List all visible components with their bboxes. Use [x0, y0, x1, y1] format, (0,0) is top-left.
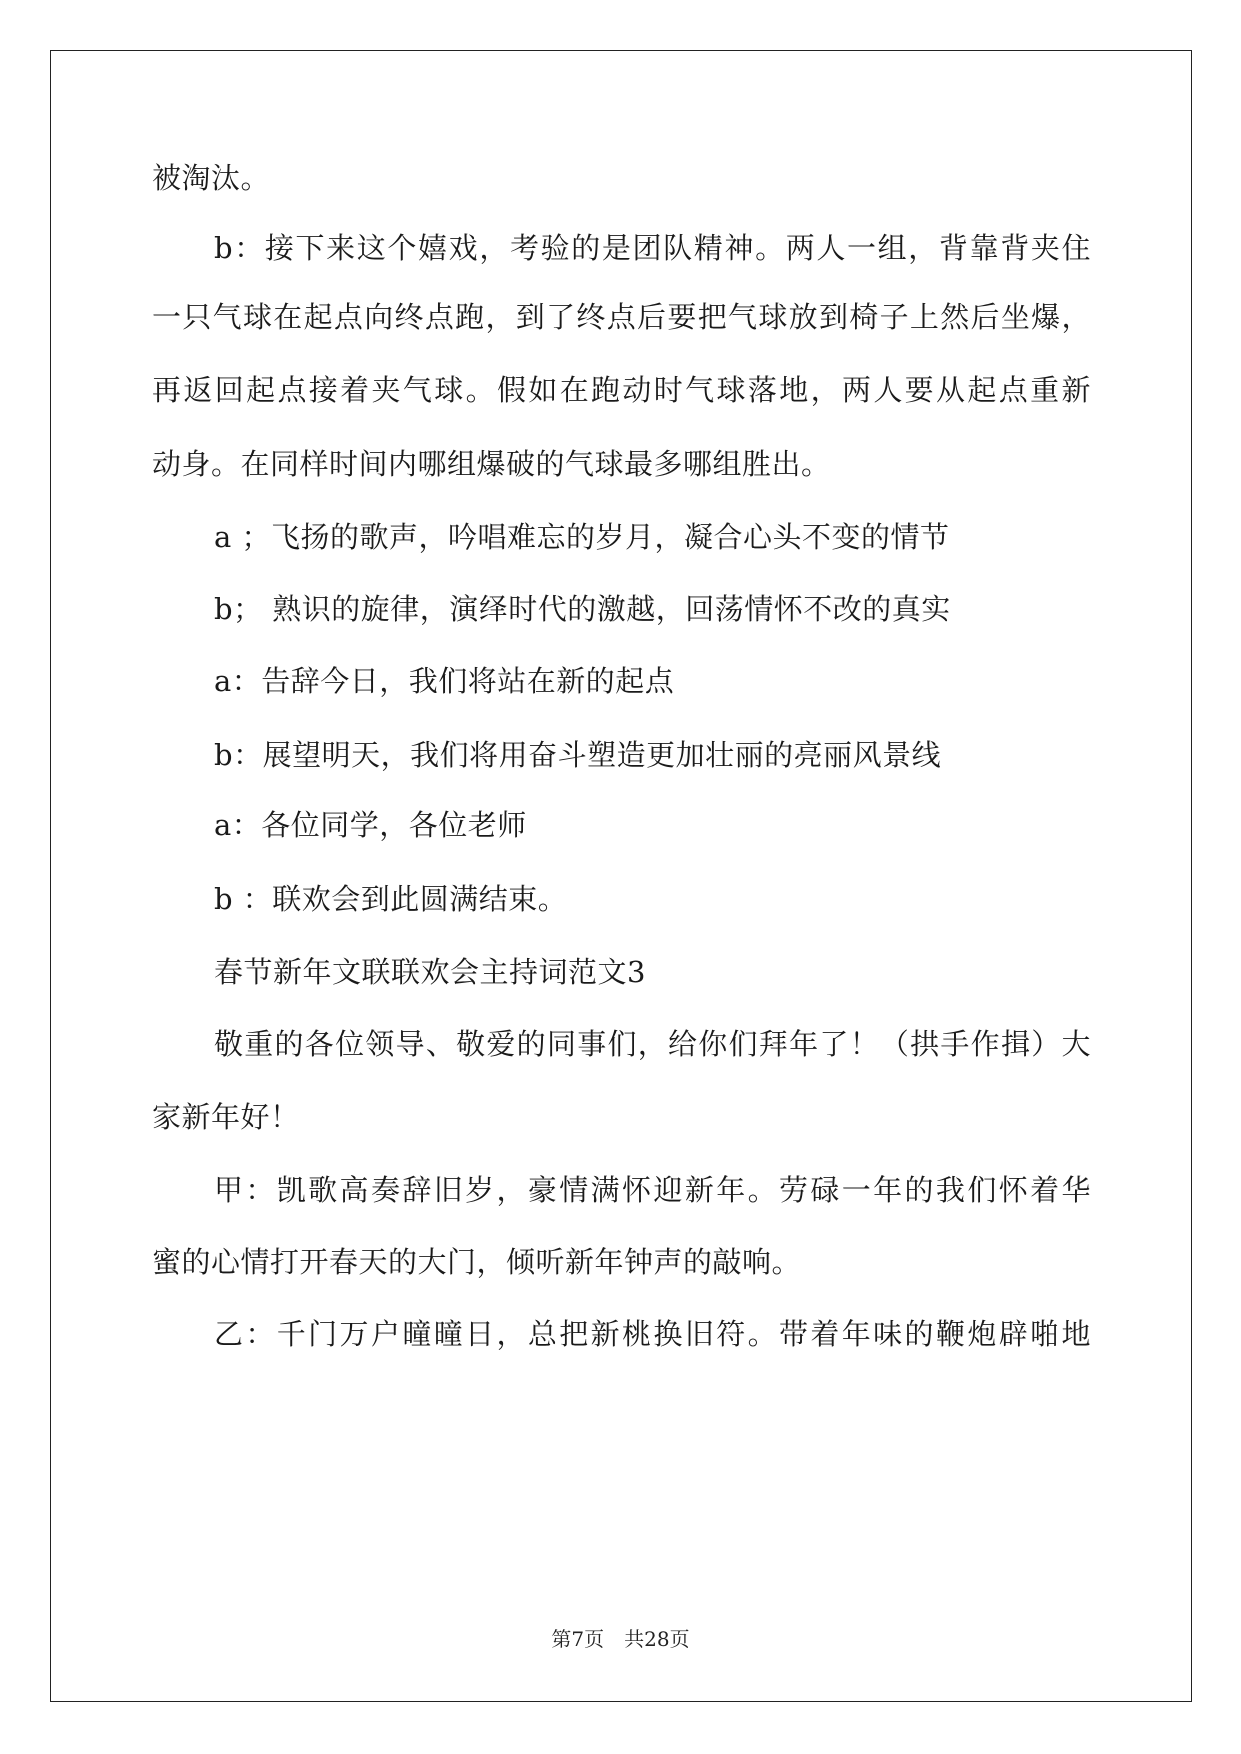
- section-heading: 春节新年文联联欢会主持词范文3: [214, 955, 646, 989]
- text-line: b； 熟识的旋律，演绎时代的激越，回荡情怀不改的真实: [214, 592, 951, 626]
- text-line: b：接下来这个嬉戏，考验的是团队精神。两人一组，背靠背夹住: [214, 231, 1091, 265]
- text-line: b：展望明天，我们将用奋斗塑造更加壮丽的亮丽风景线: [214, 738, 942, 772]
- text-line: a ；飞扬的歌声，吟唱难忘的岁月，凝合心头不变的情节: [214, 520, 950, 554]
- text-line: b ：联欢会到此圆满结束。: [214, 882, 568, 916]
- page-number: 第7页 共28页: [551, 1627, 690, 1651]
- text-line: 家新年好！: [152, 1100, 300, 1134]
- text-line: 被淘汰。: [152, 161, 271, 195]
- text-line: 再返回起点接着夹气球。假如在跑动时气球落地，两人要从起点重新: [152, 373, 1091, 407]
- text-line: 甲：凯歌高奏辞旧岁，豪情满怀迎新年。劳碌一年的我们怀着华: [214, 1173, 1091, 1207]
- text-line: 敬重的各位领导、敬爱的同事们，给你们拜年了！（拱手作揖）大: [214, 1027, 1091, 1061]
- text-line: 蜜的心情打开春天的大门，倾听新年钟声的敲响。: [152, 1245, 802, 1279]
- text-line: a：告辞今日，我们将站在新的起点: [214, 664, 675, 698]
- text-line: a：各位同学，各位老师: [214, 808, 527, 842]
- text-line: 乙：千门万户曈曈日，总把新桃换旧符。带着年味的鞭炮辟啪地: [214, 1317, 1091, 1351]
- text-line: 一只气球在起点向终点跑，到了终点后要把气球放到椅子上然后坐爆，: [152, 300, 1091, 334]
- text-line: 动身。在同样时间内哪组爆破的气球最多哪组胜出。: [152, 447, 831, 481]
